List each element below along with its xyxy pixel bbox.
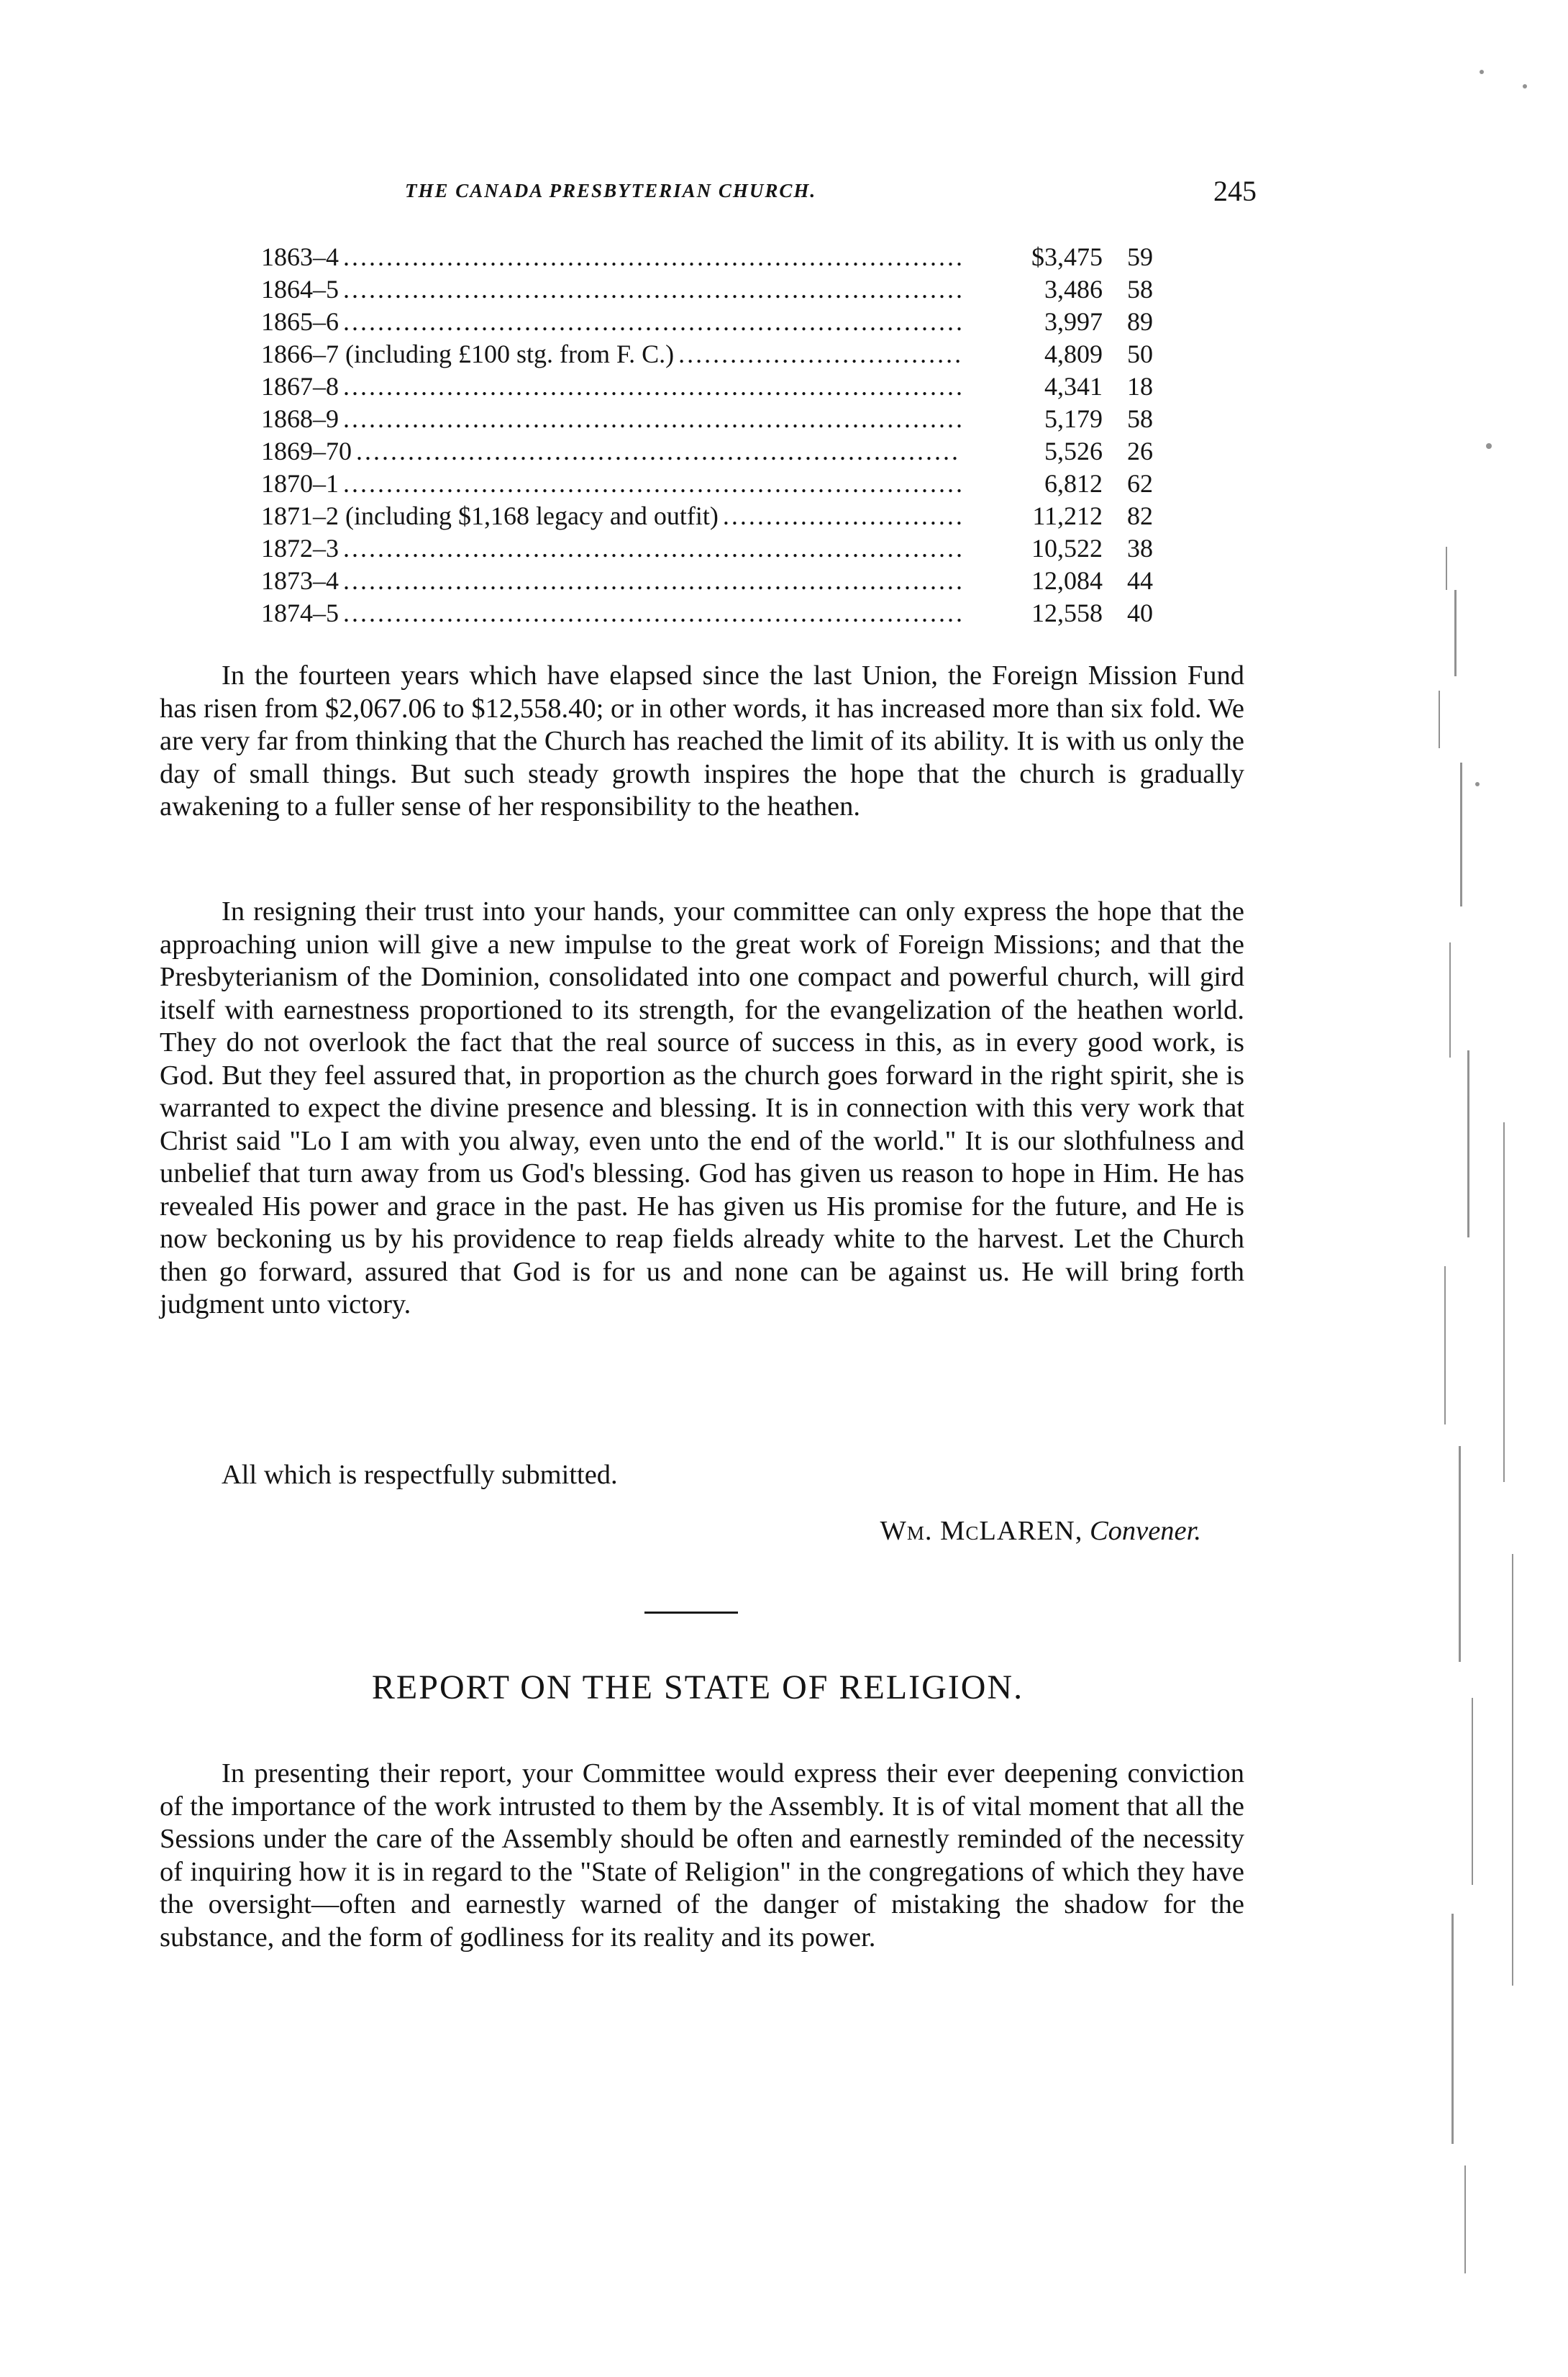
ledger-row: [261, 404, 1153, 436]
leader-dots: [343, 565, 962, 596]
signature-name: Wm. McLAREN,: [880, 1516, 1083, 1546]
ledger-cents: 40: [1127, 599, 1153, 627]
ledger-dollars: $3,475: [1031, 242, 1103, 271]
ledger-dollars: 12,558: [1031, 599, 1103, 627]
leader-dots: [343, 306, 962, 337]
leader-dots: [343, 598, 962, 628]
page-number: 245: [1213, 175, 1257, 207]
leader-dots: [343, 371, 962, 401]
leader-dots: [356, 436, 962, 466]
leader-dots: [723, 501, 962, 531]
ledger-row: [261, 436, 1153, 468]
ledger-dollars: 4,809: [1044, 340, 1103, 368]
ledger-row: [261, 242, 1153, 274]
ledger-dollars: 3,997: [1044, 307, 1103, 336]
ledger-year: 1872–3: [261, 534, 339, 563]
paragraph-fund-growth: [160, 660, 1244, 824]
ledger-cents: 89: [1127, 307, 1153, 336]
leader-dots: [343, 274, 962, 304]
ledger-row: [261, 306, 1153, 339]
ledger-row: [261, 533, 1153, 565]
ledger-year: 1863–4: [261, 242, 339, 271]
ledger-cents: 58: [1127, 404, 1153, 433]
ledger-cents: 18: [1127, 372, 1153, 401]
ledger-cents: 38: [1127, 534, 1153, 563]
leader-dots: [678, 339, 962, 369]
section-divider: [644, 1612, 738, 1614]
ledger-year: 1867–8: [261, 372, 339, 401]
ledger-cents: 26: [1127, 437, 1153, 465]
mission-fund-ledger: [261, 242, 1153, 630]
ledger-row: [261, 598, 1153, 630]
page-header: [405, 175, 1257, 223]
ledger-row: [261, 565, 1153, 598]
ledger-dollars: 11,212: [1032, 501, 1103, 530]
ledger-cents: 44: [1127, 566, 1153, 595]
ledger-cents: 50: [1127, 340, 1153, 368]
leader-dots: [343, 468, 962, 499]
ledger-year: 1865–6: [261, 307, 339, 336]
ledger-cents: 59: [1127, 242, 1153, 271]
ledger-cents: 62: [1127, 469, 1153, 498]
leader-dots: [343, 242, 962, 272]
paragraph-resigning-trust: [160, 896, 1244, 1322]
ledger-year: 1871–2 (including $1,168 legacy and outfit): [261, 501, 719, 530]
signature-role: Convener.: [1089, 1516, 1201, 1546]
ledger-dollars: 5,179: [1044, 404, 1103, 433]
ledger-row: [261, 339, 1153, 371]
ledger-year: 1864–5: [261, 275, 339, 304]
ledger-row: [261, 501, 1153, 533]
ledger-dollars: 5,526: [1044, 437, 1103, 465]
ledger-row: [261, 468, 1153, 501]
section-heading: REPORT ON THE STATE OF RELIGION.: [371, 1668, 1024, 1706]
binding-edge-speckle: [1417, 43, 1561, 2302]
leader-dots: [343, 404, 962, 434]
ledger-year: 1873–4: [261, 566, 339, 595]
running-title: THE CANADA PRESBYTERIAN CHURCH.: [405, 180, 817, 201]
ledger-year: 1868–9: [261, 404, 339, 433]
ledger-dollars: 3,486: [1044, 275, 1103, 304]
ledger-cents: 58: [1127, 275, 1153, 304]
closing-line: All which is respectfully submitted.: [222, 1460, 618, 1490]
ledger-row: [261, 371, 1153, 404]
ledger-year: 1866–7 (including £100 stg. from F. C.): [261, 340, 675, 368]
ledger-row: [261, 274, 1153, 306]
ledger-cents: 82: [1127, 501, 1153, 530]
paragraph-state-of-religion: [160, 1758, 1244, 1954]
leader-dots: [343, 533, 962, 563]
ledger-year: 1869–70: [261, 437, 352, 465]
ledger-dollars: 6,812: [1044, 469, 1103, 498]
paragraph-text: In resigning their trust into your hands, your committee can only express the hope that the approaching union will give a new impulse to the great work of Foreign Missions; and that the Presbyterianism of the Dominion, consolidated into one compact and powerful church, will gird itself with earnestness proportioned to its strength, for the evangelization of the heathen world. They do not overlook the fact that the real source of success in this, as in every good work, is God. But they feel assured that, in proportion as the church goes forward in the right spirit, she is warranted to expect the divine presence and blessing. It is in connection with this very work that Christ said "Lo I am with you alway, even unto the end of the world." It is our slothfulness and unbelief that turn away from us God's blessing. God has given us reason to hope in Him. He has revealed His power and grace in the past. He has given us His promise for the future, and He is now beckoning us by his providence to reap fields already white to the harvest. Let the Church then go forward, assured that God is for us and none can be against us. He will bring forth judgment unto victory.: [160, 896, 1244, 1319]
paragraph-text: In the fourteen years which have elapsed since the last Union, the Foreign Mission Fund has risen from $2,067.06 to $12,558.40; or in other words, it has increased more than six fold. We are very far from thinking that the Church has reached the limit of its ability. It is with us only the day of small things. But such steady growth inspires the hope that the church is gradually awakening to a fuller sense of her responsibility to the heathen.: [160, 660, 1244, 822]
ledger-dollars: 4,341: [1044, 372, 1103, 401]
ledger-year: 1870–1: [261, 469, 339, 498]
signature: [880, 1515, 1201, 1547]
paragraph-text: In presenting their report, your Committee would express their ever deepening conviction of the importance of the work intrusted to them by the Assembly. It is of vital moment that all the Sessions under the care of the Assembly should be often and earnestly reminded of the necessity of inquiring how it is in regard to the "State of Religion" in the congregations of which they have the oversight—often and earnestly warned of the danger of mistaking the shadow for the substance, and the form of godliness for its reality and its power.: [160, 1758, 1244, 1953]
ledger-year: 1874–5: [261, 599, 339, 627]
ledger-dollars: 12,084: [1031, 566, 1103, 595]
ledger-dollars: 10,522: [1031, 534, 1103, 563]
